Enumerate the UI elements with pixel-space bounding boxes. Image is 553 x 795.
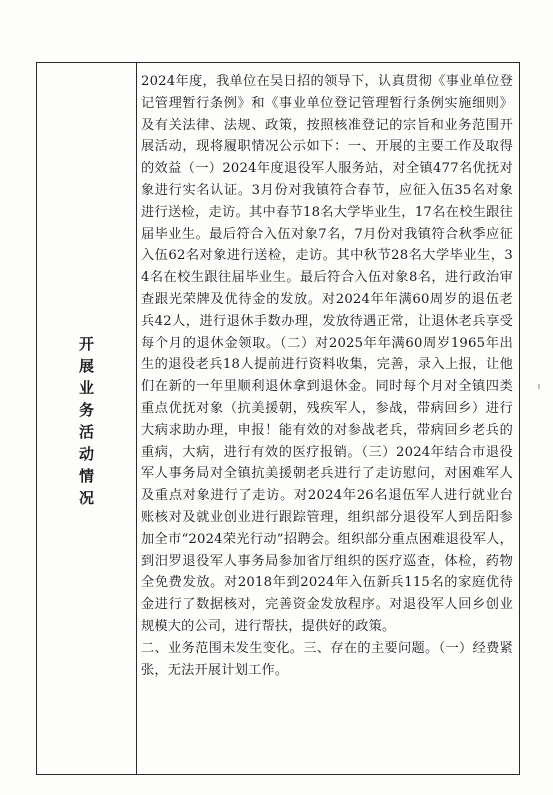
- activity-paragraph-summary: 二、业务范围未发生变化。三、存在的主要问题。（一）经费紧张，无法开展计划工作。: [141, 640, 513, 678]
- activity-table: [36, 62, 520, 775]
- row-label-cell: [37, 63, 136, 774]
- activity-paragraph-main: 2024年度，我单位在吴日招的领导下，认真贯彻《事业单位登记管理暂行条例》和《事业单位登记管理暂行条例实施细则》及有关法律、法规、政策，按照核准登记的宗旨和业务范围开展活动，现将履职情况公示如下：一、开展的主要工作及取得的效益（一）2024年度退役军人服务站，对全镇477名优抚对象进行实名认证。3月份对我镇符合春节，应征入伍35名对象进行送检，走访。其中春节18名大学毕业生，17名在校生跟往届毕业生。最后符合入伍对象7名，7月份对我镇符合秋季应征入伍62名对象进行送检，走访。其中秋节28名大学毕业生，34名在校生跟往届毕业生。最后符合入伍对象8名，进行政治审查跟光荣牌及优待金的发放。对2024年年满60周岁的退伍老兵42人，进行退休手数办理，发放待遇正常，让退休老兵享受每个月的退休金领取。（二）对2025年年满60周岁1965年出生的退役老兵18人提前进行资料收集，完善，录入上报，让他们在新的一年里顺利退休拿到退休金。同时每个月对全镇四类重点优抚对象（抗美援朝，残疾军人，参战，带病回乡）进行大病求助办理，申报！能有效的对参战老兵，带病回乡老兵的重病，大病，进行有效的医疗报销。（三）2024年结合市退役军人事务局对全镇抗美援朝老兵进行了走访慰问，对困难军人及重点对象进行了走访。对2024年26名退伍军人进行就业台账核对及就业创业进行跟踪管理，组织部分退役军人到岳阳参加全市“2024荣光行动”招聘会。组织部分重点困难退役军人，到汨罗退役军人事务局参加省厅组织的医疗巡查，体检，药物全免费发放。对2018年到2024年入伍新兵115名的家庭优待金进行了数据核对，完善资金发放程序。对退役军人回乡创业规模大的公司，进行帮扶，提供好的政策。: [141, 74, 513, 634]
- scan-mark: [538, 384, 540, 389]
- column-divider: [136, 63, 137, 774]
- activity-content-cell: [141, 71, 513, 681]
- row-label: 开展业务活动情况: [77, 335, 95, 512]
